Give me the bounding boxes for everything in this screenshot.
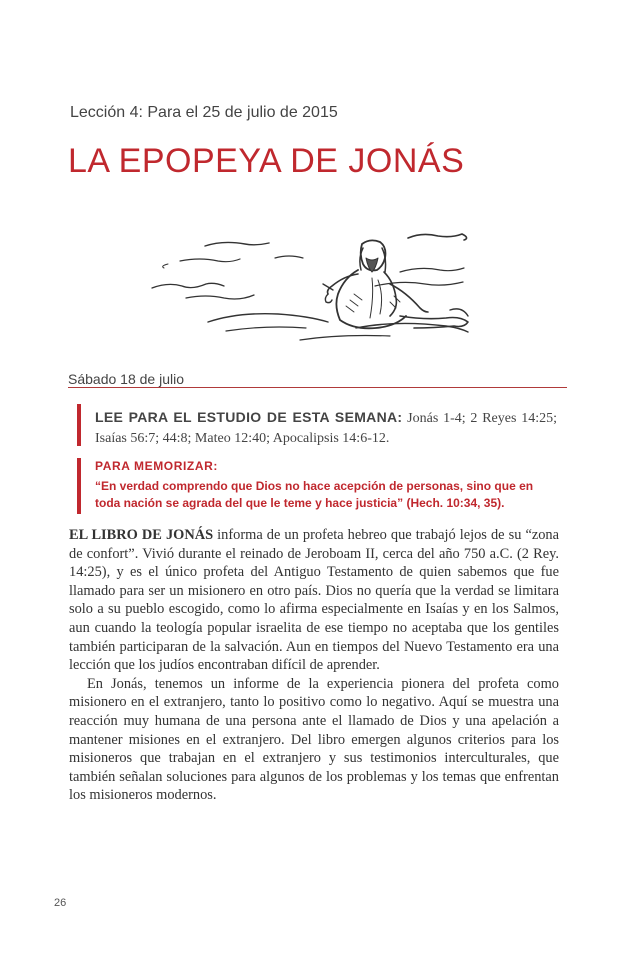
study-references-text: Jonás 1-4; 2 Reyes 14:25; Isaías 56:7; 44:8; Mateo 12:40; Apocalipsis 14:6-12.: [95, 411, 558, 446]
body-text: [69, 526, 559, 805]
page-title: LA EPOPEYA DE JONÁS: [68, 142, 465, 180]
memory-verse: [95, 458, 557, 512]
jonah-sketch-icon: [150, 228, 500, 358]
lesson-label: Lección 4: Para el 25 de julio de 2015: [70, 104, 338, 121]
memory-accent-bar: [77, 458, 81, 514]
study-heading: LEE PARA EL ESTUDIO DE ESTA SEMANA:: [95, 409, 403, 425]
page-number: 26: [54, 897, 67, 909]
body-paragraph-1-text: informa de un profeta hebreo que trabajó lejos de su “zona de confort”. Vivió durante el reinado de Jeroboam II, cerca del año 750 a.C. (2 Rey. 14:25), y es el único profeta del Antiguo Testamento de quien sabemos que fue llamado para ser un misionero en otro país. Dios no quería que la verdad se limitara solo a su pueblo escogido, como lo afirma especialmente en Isaías y en los Salmos, aun cuando la teología popular israelita de ese tiempo no aceptaba que los gentiles también participaran de la salvación. Aun en tiempos del Nuevo Testamento era una lección que los judíos encontraban difícil de aprender.: [69, 527, 560, 674]
body-lead: EL LIBRO DE JONÁS: [69, 527, 214, 543]
memory-heading: PARA MEMORIZAR:: [95, 459, 218, 473]
body-paragraph-2: En Jonás, tenemos un informe de la experiencia pionera del profeta como misionero en el extranjero, tanto lo positivo como lo negativo. Aquí se muestra una reacción muy humana de una persona ante el llamado de Dios y una apelación a mantener misiones en el extranjero. Del libro emergen algunos criterios para los misioneros que trabajan en el extranjero y sus testimonios interculturales, que también señalan soluciones para algunos de los problemas y los temas que enfrentan los misioneros modernos.: [69, 675, 559, 804]
body-paragraph-1: [69, 526, 559, 675]
day-divider: [68, 387, 567, 388]
day-label: Sábado 18 de julio: [68, 371, 184, 387]
study-accent-bar: [77, 404, 81, 446]
memory-text: “En verdad comprendo que Dios no hace acepción de personas, sino que en toda nación se agrada del que le teme y hace justicia” (Hech. 10:34, 35).: [95, 479, 534, 510]
study-references: [95, 407, 557, 449]
